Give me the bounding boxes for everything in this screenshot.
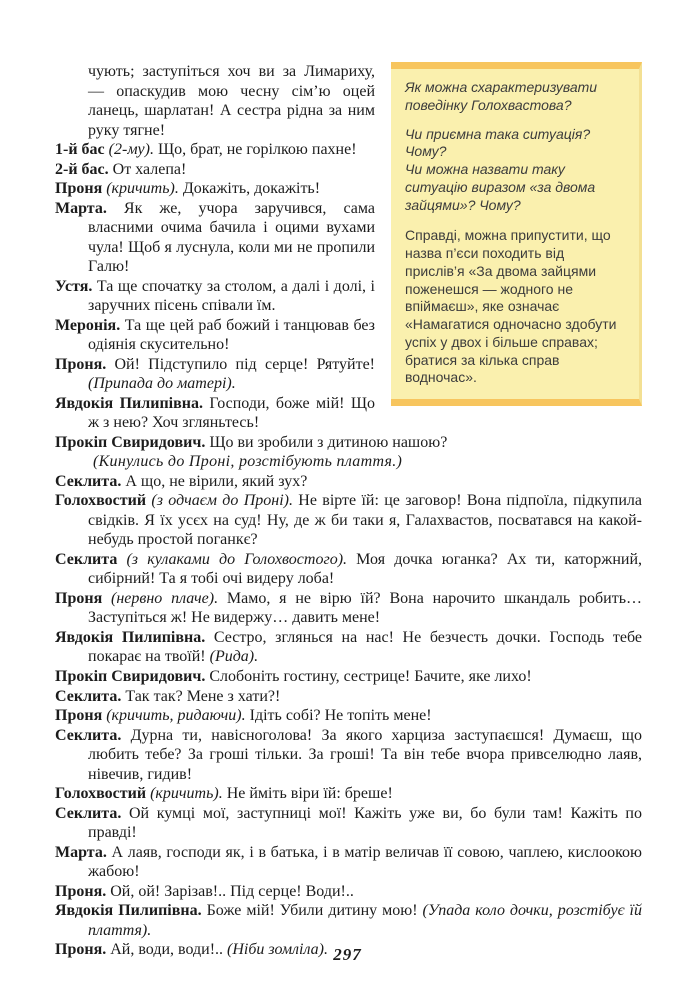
question-item: Як можна схарактеризувати поведінку Голохвастова? [405,79,598,113]
dialogue-text: Не йміть віри їй: бреше! [222,785,393,803]
dialogue-entry [55,433,642,453]
dialogue-entry [55,726,642,785]
question-box [391,62,642,406]
speaker-name: Проня [55,707,103,725]
speaker-name: Явдокія Пилипівна. [55,628,206,646]
stage-direction-inline: (кричить, ридаючи). [102,707,246,725]
question-box-note: Справді, можна припустити, що назва п’єси походить від прислів’я «За двома зайцями поженешся — жодного не впіймаєш», яке означає «Намагатися одночасно здобути успіх у двох і більше справах; братися за кілька справ водночас». [405,227,617,386]
dialogue-entry [55,628,642,667]
stage-direction-trailing: (Рида). [205,648,259,666]
dialogue-entry [55,687,642,707]
dialogue-text: Дурна ти, навісноголова! За якого харциза заступаєшся! Думаєш, що любить тебе? За гроші тільки. За гроші! Та він тебе вчора привселюдно лаяв, нівечив, гидив! [88,726,642,783]
speaker-name: Явдокія Пилипівна. [55,902,202,920]
dialogue-entry [55,667,642,687]
dialogue-text: (Кинулись до Проні, розстібують плаття.) [93,453,403,471]
speaker-name: Марта. [55,843,107,861]
dialogue-text: А що, не вірили, який зух? [121,472,308,490]
dialogue-text: А лаяв, господи як, і в батька, і в матір величав її совою, чаплею, кислоокою жабою! [88,843,642,881]
stage-direction-line [55,452,642,472]
stage-direction-inline: (з кулаками до Голохвостого). [117,550,348,568]
speaker-name: Марта. [55,199,107,217]
dialogue-text: Ідіть собі? Не топіть мене! [245,707,432,725]
dialogue-text: Моя дочка юганка? Ах ти, каторжний, сибірний! Та я тобі очі видеру лоба! [88,550,643,588]
question-item: Чи можна назвати таку ситуацію виразом «за двома зайцями»? Чому? [405,161,596,213]
dialogue-entry [55,882,642,902]
dialogue-text: Слобоніть гостину, сестрице! Бачите, яке лихо! [205,667,532,685]
question-box-questions [405,79,627,214]
stage-direction-inline: (нервно плаче). [102,589,219,607]
speaker-name: Секлита. [55,726,122,744]
dialogue-entry [55,843,642,882]
speaker-name: Проня [55,180,103,198]
stage-direction-trailing: (Ніби зомліла). [223,941,328,959]
speaker-name: Проня. [55,355,107,373]
dialogue-entry [55,804,642,843]
dialogue-text: Ой! Підступило під серце! Рятуйте! [106,355,375,373]
speaker-name: Секлита. [55,472,122,490]
dialogue-text: Так так? Мене з хати?! [121,687,281,705]
dialogue-entry [55,550,642,589]
speaker-name: Голохвостий [55,492,147,510]
dialogue-text: Ай, води, води!.. [106,941,224,959]
dialogue-entry [55,491,642,550]
speaker-name: Проня. [55,941,107,959]
dialogue-text: Мамо, я не вірю їй? Вона нарочито шкандаль робить… Заступіться ж! Не видержу… давить мене! [88,589,643,627]
speaker-name: Проня [55,589,103,607]
dialogue-entry [55,589,642,628]
page-content [55,62,642,960]
page-number: 297 [333,945,362,964]
dialogue-text: Що ви зробили з дитиною нашою? [205,433,448,451]
stage-direction-inline: (кричить). [146,785,223,803]
dialogue-text: Сестро, зглянься на нас! Не безчесть дочки. Господь тебе покарає на твоїй! [88,628,643,666]
stage-direction-trailing: (Упада коло дочки, розстібує їй плаття). [88,902,643,939]
speaker-name: Секлита. [55,687,122,705]
speaker-name: Голохвостий [55,785,147,803]
speaker-name: Меронія. [55,316,121,334]
dialogue-text: Як же, учора заручився, сама власними очима бачила і оцими вухами чула! Щоб я луснула, коли ми не пропили Галю! [88,199,375,276]
speaker-name: Проня. [55,882,107,900]
stage-direction-inline: (кричить). [102,180,179,198]
dialogue-entry [55,784,642,804]
dialogue-text: Господи, боже мій! Що ж з нею? Хоч згляньтесь! [88,394,376,432]
speaker-name: Прокіп Свиридович. [55,433,206,451]
dialogue-text: Докажіть, докажіть! [178,180,321,198]
dialogue-text: Боже мій! Убили дитину мою! [201,902,418,920]
stage-direction-inline: (з одчаєм до Проні). [146,492,293,510]
speaker-name: 1-й бас [55,141,105,159]
stage-direction-trailing: (Припада до матері). [88,375,236,393]
question-item: Чи приємна така ситуація? Чому? [405,125,591,160]
dialogue-entry [55,901,642,940]
dialogue-text: Та ще цей раб божий і танцював без одіянія скусительно! [88,316,375,354]
speaker-name: Явдокія Пилипівна. [55,394,203,412]
speaker-name: Секлита [55,550,118,568]
dialogue-text: Ой кумці мої, заступниці мої! Кажіть уже ви, бо були там! Кажіть по правді! [88,804,642,842]
dialogue-entry [55,706,642,726]
dialogue-text: Та ще спочатку за столом, а далі і долі, і заручних пісень співали їм. [88,277,375,315]
speaker-name: Прокіп Свиридович. [55,667,206,685]
speaker-name: Секлита. [55,804,122,822]
dialogue-text: Що, брат, не горілкою пахне! [153,141,357,159]
dialogue-text: Ой, ой! Зарізав!.. Під серце! Води!.. [106,882,354,900]
dialogue-text: Не вірте їй: це заговор! Вона підпоїла, підкупила свідків. Я їх усєх на суд! Ну, де ж би таки я, Галахвастов, посватався на какой-небудь простой поганкє? [88,492,643,549]
dialogue-entry [55,472,642,492]
speaker-name: Устя. [55,277,93,295]
dialogue-text: От халепа! [108,160,187,178]
speaker-name: 2-й бас. [55,160,109,178]
stage-direction-inline: (2-му). [104,141,154,159]
dialogue-text: чують; заступіться хоч ви за Лимариху, — опаскудив мою чесну сім’ю оцей ланець, шарлатан! А сестра рідна за ним руку тягне! [88,63,375,139]
